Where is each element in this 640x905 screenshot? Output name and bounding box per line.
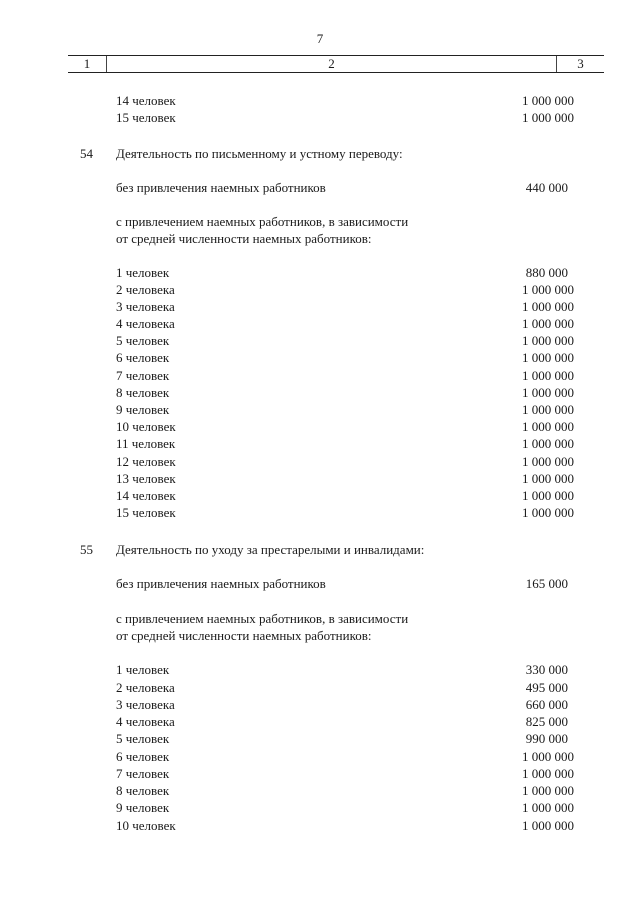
with-employees-label-line2: от средней численности наемных работников:	[116, 628, 372, 643]
row-label: 10 человек	[116, 419, 176, 434]
row-label: 7 человек	[116, 766, 170, 781]
row-value: 1 000 000	[522, 818, 574, 833]
row-value: 1 000 000	[522, 436, 574, 451]
row-label: 4 человека	[116, 714, 175, 729]
page-number: 7	[316, 31, 324, 46]
row-value: 990 000	[525, 731, 568, 746]
row-value: 1 000 000	[522, 385, 574, 400]
without-employees-label: без привлечения наемных работников	[116, 576, 326, 591]
header-col-3: 3	[577, 56, 584, 71]
row-value: 1 000 000	[522, 488, 574, 503]
row-value: 1 000 000	[522, 402, 574, 417]
row-label: 13 человек	[116, 471, 176, 486]
row-label: 3 человека	[116, 697, 175, 712]
row-value: 330 000	[525, 662, 568, 677]
row-label: 5 человек	[116, 333, 170, 348]
row-value: 1 000 000	[522, 368, 574, 383]
row-value: 880 000	[525, 265, 568, 280]
row-value: 1 000 000	[522, 299, 574, 314]
row-label: 2 человека	[116, 680, 175, 695]
row-label: 1 человек	[116, 662, 170, 677]
section-number: 54	[80, 146, 93, 161]
row-label: 14 человек	[116, 93, 176, 108]
header-col-1: 1	[83, 56, 91, 71]
row-label: 7 человек	[116, 368, 170, 383]
section-number: 55	[80, 542, 93, 557]
row-value: 1 000 000	[522, 316, 574, 331]
row-label: 10 человек	[116, 818, 176, 833]
row-value: 1 000 000	[522, 419, 574, 434]
with-employees-label-line1: с привлечением наемных работников, в зависимости	[116, 214, 409, 229]
row-value: 1 000 000	[522, 282, 574, 297]
row-value: 1 000 000	[522, 800, 574, 815]
row-value: 1 000 000	[522, 471, 574, 486]
section-title: Деятельность по уходу за престарелыми и инвалидами:	[116, 542, 425, 557]
row-label: 9 человек	[116, 800, 170, 815]
with-employees-label-line1: с привлечением наемных работников, в зависимости	[116, 611, 409, 626]
row-label: 6 человек	[116, 350, 170, 365]
without-employees-value: 165 000	[525, 576, 568, 591]
with-employees-label-line2: от средней численности наемных работников:	[116, 231, 372, 246]
without-employees-value: 440 000	[525, 180, 568, 195]
row-label: 5 человек	[116, 731, 170, 746]
row-label: 3 человека	[116, 299, 175, 314]
row-value: 1 000 000	[522, 749, 574, 764]
table-header	[68, 55, 604, 73]
row-value: 1 000 000	[522, 333, 574, 348]
row-value: 495 000	[525, 680, 568, 695]
row-label: 15 человек	[116, 505, 176, 520]
row-label: 9 человек	[116, 402, 170, 417]
row-value: 1 000 000	[522, 783, 574, 798]
row-label: 8 человек	[116, 385, 170, 400]
without-employees-label: без привлечения наемных работников	[116, 180, 326, 195]
section-title: Деятельность по письменному и устному переводу:	[116, 146, 403, 161]
row-value: 1 000 000	[522, 350, 574, 365]
row-value: 660 000	[525, 697, 568, 712]
row-value: 1 000 000	[522, 93, 574, 108]
row-value: 1 000 000	[522, 766, 574, 781]
row-value: 1 000 000	[522, 505, 574, 520]
row-label: 15 человек	[116, 110, 176, 125]
row-label: 8 человек	[116, 783, 170, 798]
row-label: 14 человек	[116, 488, 176, 503]
row-label: 6 человек	[116, 749, 170, 764]
row-label: 11 человек	[116, 436, 176, 451]
row-value: 825 000	[525, 714, 568, 729]
row-label: 1 человек	[116, 265, 170, 280]
row-value: 1 000 000	[522, 454, 574, 469]
row-label: 12 человек	[116, 454, 176, 469]
row-value: 1 000 000	[522, 110, 574, 125]
row-label: 4 человека	[116, 316, 175, 331]
row-label: 2 человека	[116, 282, 175, 297]
header-col-2: 2	[328, 56, 335, 71]
